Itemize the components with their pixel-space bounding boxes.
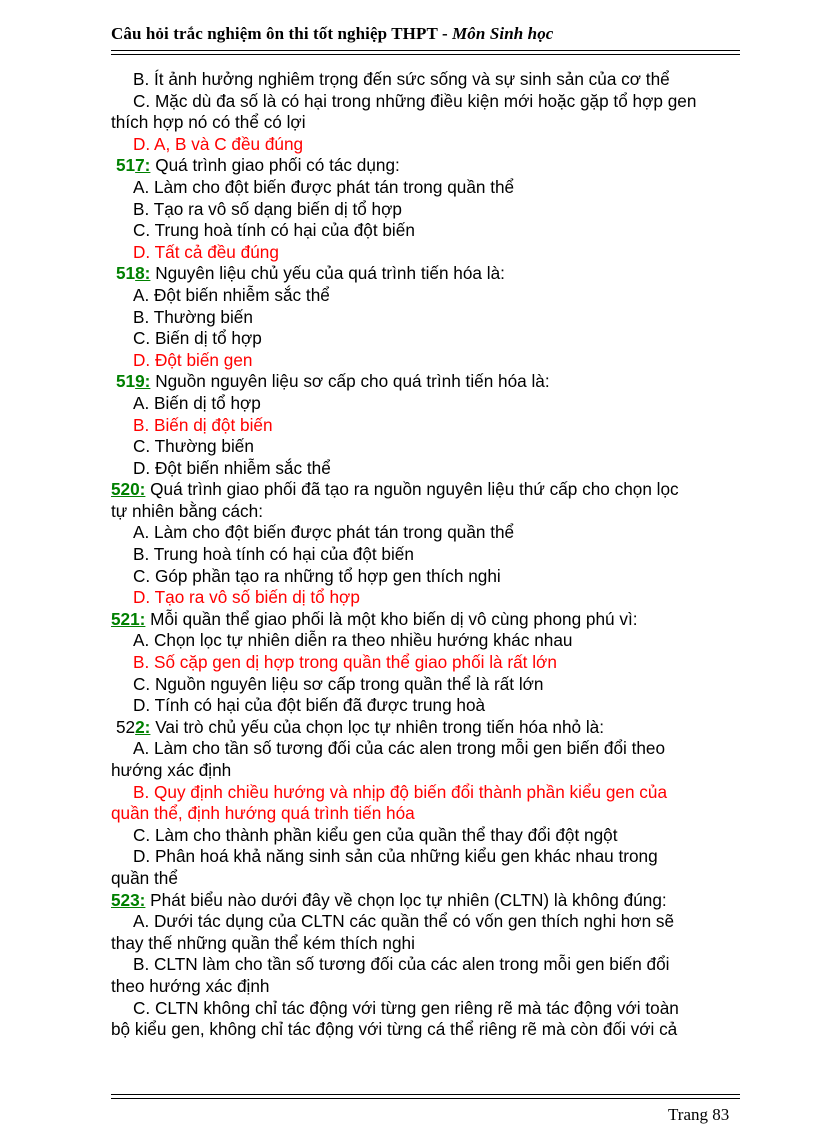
answer-option-cont: bộ kiểu gen, không chỉ tác động với từng cá thể riêng rẽ mà còn đối với cả xyxy=(111,1019,678,1040)
answer-option: A. Chọn lọc tự nhiên diễn ra theo nhiều hướng khác nhau xyxy=(133,630,573,651)
answer-option: D. Đột biến nhiễm sắc thể xyxy=(133,457,331,478)
answer-option: B. Thường biến xyxy=(133,306,253,327)
question-number: 517: xyxy=(116,155,151,176)
footer-rule xyxy=(111,1094,740,1099)
page-number: Trang 83 xyxy=(668,1105,730,1124)
answer-option: A. Biến dị tổ hợp xyxy=(133,392,261,413)
answer-option: B. Tạo ra vô số dạng biến dị tổ hợp xyxy=(133,198,402,219)
correct-answer: B. Quy định chiều hướng và nhịp độ biến đổi thành phần kiểu gen của xyxy=(133,781,668,802)
answer-option-cont: quần thể xyxy=(111,867,178,888)
question-521 xyxy=(111,609,761,631)
answer-option: C. Trung hoà tính có hại của đột biến xyxy=(133,220,415,241)
answer-option: C. Góp phần tạo ra những tổ hợp gen thích nghi xyxy=(133,565,501,586)
question-517 xyxy=(111,155,761,177)
question-text: Mỗi quần thể giao phối là một kho biến dị vô cùng phong phú vì: xyxy=(145,608,638,629)
answer-option: D. Phân hoá khả năng sinh sản của những kiểu gen khác nhau trong xyxy=(133,846,658,867)
answer-option: C. Làm cho thành phần kiểu gen của quần thể thay đổi đột ngột xyxy=(133,824,618,845)
answer-option-cont: hướng xác định xyxy=(111,760,232,780)
question-number: 519: xyxy=(116,371,151,392)
text-line: C. Mặc dù đa số là có hại trong những điều kiện mới hoặc gặp tổ hợp gen xyxy=(133,90,697,111)
answer-option: A. Làm cho tần số tương đối của các alen trong mỗi gen biến đổi theo xyxy=(133,738,666,759)
question-number: 518: xyxy=(116,263,151,284)
question-text-cont: tự nhiên bằng cách: xyxy=(111,500,263,521)
answer-option: B. Trung hoà tính có hại của đột biến xyxy=(133,544,414,565)
correct-answer: D. Tất cả đều đúng xyxy=(133,241,279,262)
answer-option-cont: thay thế những quần thể kém thích nghi xyxy=(111,932,415,953)
correct-answer-cont: quần thể, định hướng quá trình tiến hóa xyxy=(111,803,415,824)
question-text: Nguyên liệu chủ yếu của quá trình tiến hóa là: xyxy=(150,263,505,284)
correct-answer: B. Số cặp gen dị hợp trong quần thể giao phối là rất lớn xyxy=(133,652,557,673)
answer-option: A. Làm cho đột biến được phát tán trong quần thể xyxy=(133,522,515,543)
correct-answer: D. A, B và C đều đúng xyxy=(133,133,304,154)
page-header xyxy=(111,24,740,44)
answer-option: C. Thường biến xyxy=(133,436,254,457)
question-518 xyxy=(111,263,761,285)
question-number: 521: xyxy=(111,608,146,629)
question-text: Quá trình giao phối đã tạo ra nguồn nguyên liệu thứ cấp cho chọn lọc xyxy=(145,479,679,500)
question-520 xyxy=(111,479,761,501)
answer-option: C. Nguồn nguyên liệu sơ cấp trong quần thể là rất lớn xyxy=(133,673,544,694)
document-body xyxy=(111,69,761,1041)
question-number: 523: xyxy=(111,889,146,910)
correct-answer: D. Tạo ra vô số biến dị tổ hợp xyxy=(133,587,360,608)
question-text: Quá trình giao phối có tác dụng: xyxy=(150,155,400,176)
question-number: 520: xyxy=(111,479,146,500)
answer-option: C. Biến dị tổ hợp xyxy=(133,328,262,349)
question-522 xyxy=(111,717,761,739)
header-subject: Môn Sinh học xyxy=(452,24,554,43)
header-rule xyxy=(111,50,740,55)
question-text: Vai trò chủ yếu của chọn lọc tự nhiên trong tiến hóa nhỏ là: xyxy=(150,716,605,737)
header-title xyxy=(111,24,740,44)
question-number-plain: 52 xyxy=(116,716,136,737)
answer-option: B. CLTN làm cho tần số tương đối của các alen trong mỗi gen biến đổi xyxy=(133,954,670,975)
text-line: thích hợp nó có thể có lợi xyxy=(111,112,306,133)
question-523 xyxy=(111,890,761,912)
correct-answer: D. Đột biến gen xyxy=(133,349,253,370)
answer-option: A. Đột biến nhiễm sắc thể xyxy=(133,284,330,305)
answer-option: D. Tính có hại của đột biến đã được trung hoà xyxy=(133,695,486,716)
answer-option-cont: theo hướng xác định xyxy=(111,975,270,996)
question-number: 2: xyxy=(135,716,151,737)
correct-answer: B. Biến dị đột biến xyxy=(133,414,273,435)
answer-option: A. Làm cho đột biến được phát tán trong quần thể xyxy=(133,176,515,197)
answer-option: A. Dưới tác dụng của CLTN các quần thể có vốn gen thích nghi hơn sẽ xyxy=(133,911,675,932)
text-line: B. Ít ảnh hưởng nghiêm trọng đến sức sống và sự sinh sản của cơ thể xyxy=(133,69,670,89)
header-title-text: Câu hỏi trắc nghiệm ôn thi tốt nghiệp THPT - xyxy=(111,24,453,43)
answer-option: C. CLTN không chỉ tác động với từng gen riêng rẽ mà tác động với toàn xyxy=(133,997,679,1018)
question-519 xyxy=(111,371,761,393)
question-text: Nguồn nguyên liệu sơ cấp cho quá trình tiến hóa là: xyxy=(150,371,550,392)
question-text: Phát biểu nào dưới đây về chọn lọc tự nhiên (CLTN) là không đúng: xyxy=(145,889,667,910)
